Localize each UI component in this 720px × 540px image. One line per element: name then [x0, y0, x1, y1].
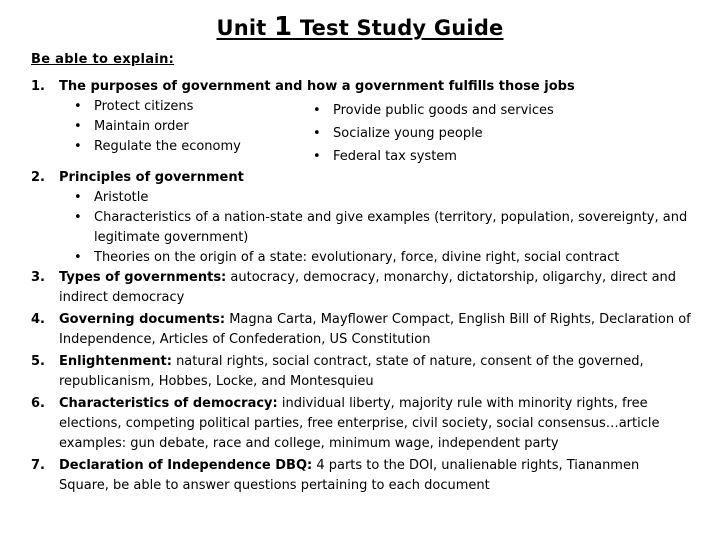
title-prefix: Unit: [216, 16, 275, 40]
item-heading: Governing documents:: [59, 312, 226, 327]
purposes-right-column: [307, 97, 691, 168]
list-item-1: [31, 77, 691, 168]
list-item: • Federal tax system: [307, 145, 691, 168]
list-item-7: [31, 456, 691, 496]
title-suffix: Test Study Guide: [292, 16, 504, 40]
item-number: 6.: [31, 396, 45, 411]
list-item-6: [31, 394, 691, 454]
list-item: • Provide public goods and services: [307, 99, 691, 122]
list-item: • Characteristics of a nation-state and give examples (territory, population, sovereignty, and legitimate government): [67, 208, 691, 248]
purposes-columns: [67, 97, 691, 168]
item-heading: Principles of government: [59, 170, 244, 185]
list-item-5: [31, 352, 691, 392]
page-title: [0, 12, 720, 42]
principles-bullets: [67, 188, 691, 268]
list-item: • Maintain order: [67, 117, 307, 137]
item-number: 7.: [31, 458, 45, 473]
title-unit-number: 1: [274, 12, 293, 42]
item-number: 4.: [31, 312, 45, 327]
item-body: natural rights, social contract, state of nature, consent of the governed, republicanism, Hobbes, Locke, and Montesquieu: [59, 354, 644, 389]
purposes-left-column: [67, 97, 307, 168]
item-number: 3.: [31, 270, 45, 285]
item-body: Magna Carta, Mayflower Compact, English Bill of Rights, Declaration of Independence, Articles of Confederation, US Constitution: [59, 312, 691, 347]
item-heading: Types of governments:: [59, 270, 227, 285]
list-item: • Aristotle: [67, 188, 691, 208]
subheading: Be able to explain:: [31, 52, 175, 67]
item-body: autocracy, democracy, monarchy, dictatorship, oligarchy, direct and indirect democracy: [59, 270, 677, 305]
list-item-4: [31, 310, 691, 350]
list-item-2: [31, 168, 691, 268]
item-body: 4 parts to the DOI, unalienable rights, Tiananmen Square, be able to answer questions pertaining to each document: [59, 458, 640, 493]
item-number: 1.: [31, 79, 45, 94]
item-number: 5.: [31, 354, 45, 369]
item-heading: Declaration of Independence DBQ:: [59, 458, 313, 473]
item-heading: The purposes of government and how a government fulfills those jobs: [59, 79, 575, 94]
item-body: individual liberty, majority rule with minority rights, free elections, competing political parties, free enterprise, civil society, social consensus…article examples: gun debate, race and college, minimum wage, independent party: [59, 396, 660, 451]
item-number: 2.: [31, 170, 45, 185]
list-item: • Regulate the economy: [67, 137, 307, 157]
study-list: [31, 77, 691, 496]
list-item: • Socialize young people: [307, 122, 691, 145]
list-item-3: [31, 268, 691, 308]
item-heading: Characteristics of democracy:: [59, 396, 278, 411]
item-heading: Enlightenment:: [59, 354, 172, 369]
list-item: • Protect citizens: [67, 97, 307, 117]
list-item: • Theories on the origin of a state: evolutionary, force, divine right, social contract: [67, 248, 691, 268]
